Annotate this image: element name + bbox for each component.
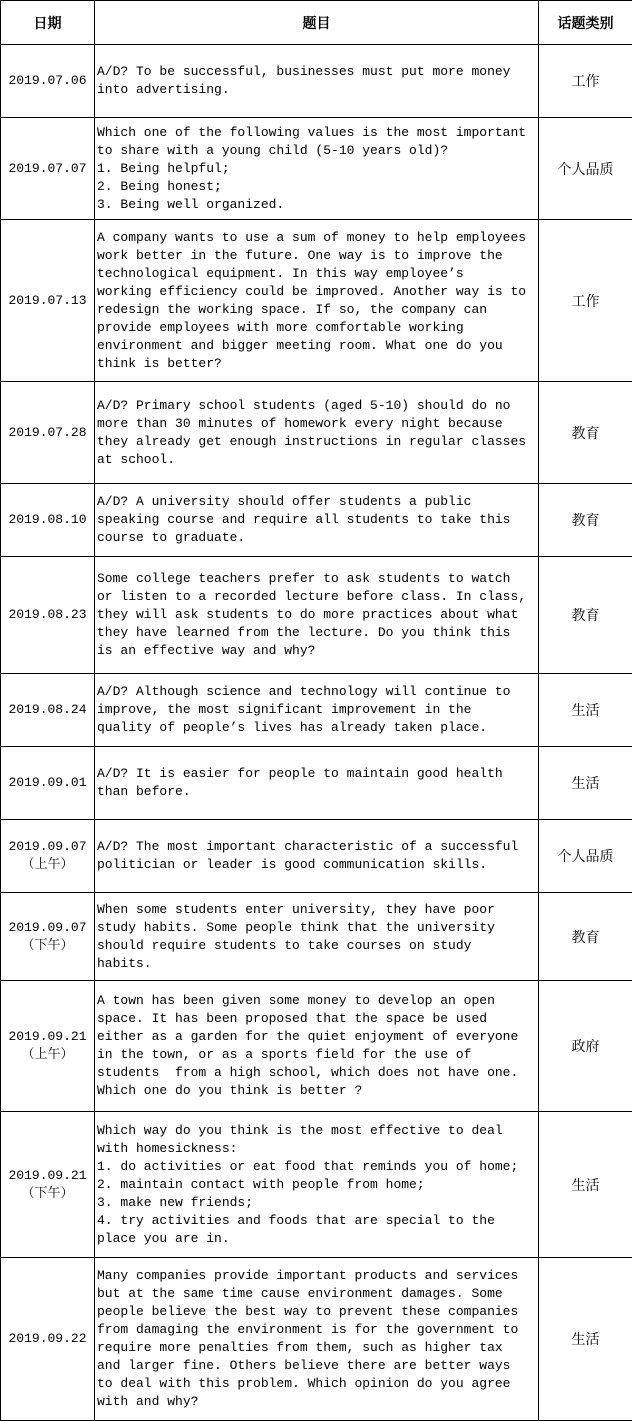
- topic-line: A town has been given some money to develop an open: [97, 993, 495, 1008]
- topic-line: provide employees with more comfortable working: [97, 319, 464, 335]
- topic-line: A/D? A university should offer students a public: [97, 494, 472, 509]
- header-row: [1, 1, 632, 45]
- topic-line: they will ask students to do more practices about what: [97, 607, 519, 622]
- topic-line: course to graduate.: [97, 530, 246, 545]
- date-text: 2019.08.23: [8, 607, 87, 622]
- topic-line: Some college teachers prefer to ask students to watch: [97, 571, 511, 586]
- topic-line: they have learned from the lecture. Do you think this: [97, 625, 511, 640]
- topic-line: A/D? To be successful, businesses must put more money: [97, 64, 511, 79]
- topic-line: at school.: [97, 451, 176, 467]
- header-category: 话题类别: [539, 1, 632, 45]
- topic-line: to deal with this problem. Which opinion do you agree: [97, 1376, 511, 1391]
- category-cell: 工作: [539, 220, 632, 382]
- topic-line: more than 30 minutes of homework every night because: [97, 415, 503, 431]
- topic-line: think is better?: [97, 355, 222, 371]
- category-cell: 生活: [539, 1258, 632, 1421]
- date-cell: [1, 557, 95, 674]
- topic-line: 1. do activities or eat food that reminds you of home;: [97, 1158, 519, 1174]
- date-text: 2019.09.01: [8, 775, 87, 790]
- topic-cell: [95, 747, 539, 820]
- date-cell: [1, 747, 95, 820]
- topic-line: than before.: [97, 784, 191, 799]
- topic-cell: [95, 1258, 539, 1421]
- topic-line: people believe the best way to prevent these companies: [97, 1304, 519, 1319]
- topic-line: with homesickness:: [97, 1140, 238, 1156]
- category-cell: 工作: [539, 45, 632, 118]
- topic-line: 2. Being honest;: [97, 178, 222, 194]
- topic-line: from damaging the environment is for the government to: [97, 1322, 519, 1337]
- category-cell: 生活: [539, 674, 632, 747]
- topic-line: 4. try activities and foods that are special to the: [97, 1212, 495, 1228]
- table-row: [1, 1258, 632, 1421]
- date-note: （下午）: [21, 937, 74, 953]
- date-note: （上午）: [21, 857, 74, 872]
- header-date: 日期: [1, 1, 95, 45]
- date-note: （下午）: [21, 1185, 74, 1201]
- category-cell: 教育: [539, 557, 632, 674]
- topic-line: 2. maintain contact with people from home;: [97, 1176, 425, 1192]
- topic-cell: [95, 484, 539, 557]
- table-row: [1, 981, 632, 1112]
- table-row: [1, 382, 632, 484]
- topic-line: Many companies provide important products and services: [97, 1268, 519, 1283]
- topic-line: technological equipment. In this way employee’s: [97, 265, 464, 281]
- topic-line: quality of people’s lives has already taken place.: [97, 720, 488, 735]
- table-row: [1, 674, 632, 747]
- topic-line: habits.: [97, 955, 152, 971]
- table-row: [1, 820, 632, 893]
- table-row: [1, 118, 632, 220]
- topic-line: A company wants to use a sum of money to help employees: [97, 229, 527, 245]
- topic-line: but at the same time cause environment damages. Some: [97, 1286, 503, 1301]
- category-cell: 教育: [539, 382, 632, 484]
- topic-line: 3. Being well organized.: [97, 196, 285, 212]
- topic-line: either as a garden for the quiet enjoyment of everyone: [97, 1029, 519, 1044]
- topic-line: they already get enough instructions in regular classes: [97, 433, 527, 449]
- category-cell: 教育: [539, 484, 632, 557]
- topic-line: with and why?: [97, 1394, 199, 1409]
- topic-line: A/D? The most important characteristic of a successful: [97, 839, 519, 854]
- date-text: 2019.08.10: [8, 512, 87, 527]
- topic-cell: [95, 45, 539, 118]
- date-cell: [1, 1112, 95, 1258]
- topic-line: study habits. Some people think that the university: [97, 919, 495, 935]
- date-text: 2019.07.28: [8, 424, 87, 440]
- topic-cell: [95, 557, 539, 674]
- topic-line: Which one do you think is better ?: [97, 1083, 363, 1098]
- date-text: 2019.09.07: [8, 839, 87, 854]
- date-text: 2019.09.21: [8, 1167, 87, 1183]
- topic-cell: [95, 118, 539, 220]
- topic-line: A/D? Although science and technology will continue to: [97, 684, 511, 699]
- topic-line: to share with a young child (5-10 years old)?: [97, 142, 449, 158]
- topic-cell: [95, 1112, 539, 1258]
- category-cell: 个人品质: [539, 118, 632, 220]
- table-row: [1, 220, 632, 382]
- date-cell: [1, 382, 95, 484]
- table-row: [1, 557, 632, 674]
- category-cell: 政府: [539, 981, 632, 1112]
- date-cell: [1, 820, 95, 893]
- topic-line: environment and bigger meeting room. What one do you: [97, 337, 503, 353]
- topic-line: or listen to a recorded lecture before class. In class,: [97, 589, 527, 604]
- topic-line: require more penalties from them, such as higher tax: [97, 1340, 503, 1355]
- category-cell: 个人品质: [539, 820, 632, 893]
- table-row: [1, 1112, 632, 1258]
- table-row: [1, 484, 632, 557]
- topic-line: in the town, or as a sports field for the use of: [97, 1047, 472, 1062]
- topic-line: work better in the future. One way is to improve the: [97, 247, 503, 263]
- topic-line: redesign the working space. If so, the company can: [97, 301, 488, 317]
- topic-cell: [95, 382, 539, 484]
- topic-line: politician or leader is good communication skills.: [97, 857, 488, 872]
- topic-cell: [95, 674, 539, 747]
- date-cell: [1, 220, 95, 382]
- date-text: 2019.07.13: [8, 292, 87, 308]
- topic-cell: [95, 981, 539, 1112]
- topic-line: students from a high school, which does not have one.: [97, 1065, 519, 1080]
- topic-line: 1. Being helpful;: [97, 160, 230, 176]
- date-text: 2019.09.22: [8, 1331, 87, 1346]
- topic-line: 3. make new friends;: [97, 1194, 254, 1210]
- date-text: 2019.07.07: [8, 160, 87, 176]
- topic-line: improve, the most significant improvement in the: [97, 702, 472, 717]
- date-cell: [1, 45, 95, 118]
- topic-line: speaking course and require all students to take this: [97, 512, 511, 527]
- category-cell: 生活: [539, 747, 632, 820]
- topic-line: space. It has been proposed that the space be used: [97, 1011, 488, 1026]
- topic-cell: [95, 820, 539, 893]
- topic-line: working efficiency could be improved. Another way is to: [97, 283, 527, 299]
- date-note: （上午）: [21, 1047, 74, 1062]
- table-row: [1, 45, 632, 118]
- date-text: 2019.08.24: [8, 702, 87, 717]
- topic-line: is an effective way and why?: [97, 643, 316, 658]
- date-text: 2019.07.06: [8, 73, 87, 88]
- date-text: 2019.09.21: [8, 1029, 87, 1044]
- topic-line: When some students enter university, they have poor: [97, 901, 495, 917]
- topic-cell: [95, 893, 539, 981]
- topic-line: into advertising.: [97, 82, 230, 97]
- date-cell: [1, 893, 95, 981]
- table-row: [1, 893, 632, 981]
- table-row: [1, 747, 632, 820]
- date-cell: [1, 981, 95, 1112]
- date-cell: [1, 484, 95, 557]
- topic-line: A/D? Primary school students (aged 5-10) should do no: [97, 397, 511, 413]
- topic-line: A/D? It is easier for people to maintain good health: [97, 766, 503, 781]
- date-text: 2019.09.07: [8, 919, 87, 935]
- category-cell: 教育: [539, 893, 632, 981]
- category-cell: 生活: [539, 1112, 632, 1258]
- date-cell: [1, 674, 95, 747]
- header-topic: 题目: [95, 1, 539, 45]
- date-cell: [1, 1258, 95, 1421]
- topic-line: and larger fine. Others believe there are better ways: [97, 1358, 511, 1373]
- topic-cell: [95, 220, 539, 382]
- topic-line: Which way do you think is the most effective to deal: [97, 1122, 503, 1138]
- date-cell: [1, 118, 95, 220]
- topic-line: place you are in.: [97, 1230, 230, 1246]
- topic-line: should require students to take courses on study: [97, 937, 472, 953]
- topic-line: Which one of the following values is the most important: [97, 124, 527, 140]
